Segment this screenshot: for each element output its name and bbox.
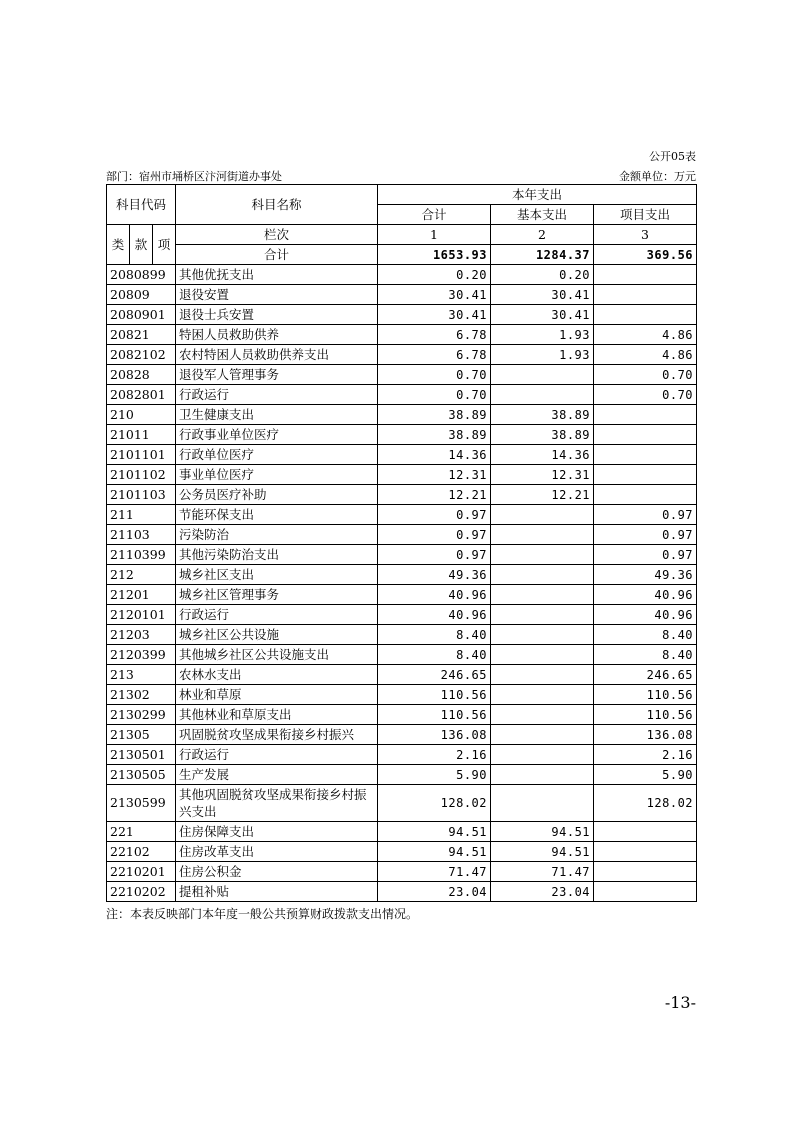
row-name: 林业和草原 xyxy=(176,685,378,705)
table-row xyxy=(107,605,697,625)
row-total: 0.70 xyxy=(378,365,491,385)
row-project: 0.70 xyxy=(594,365,697,385)
table-row xyxy=(107,745,697,765)
name-header: 科目名称 xyxy=(176,185,378,225)
table-row xyxy=(107,525,697,545)
row-basic xyxy=(491,785,594,822)
row-basic: 94.51 xyxy=(491,842,594,862)
lei-header: 类 xyxy=(107,225,130,265)
table-row xyxy=(107,485,697,505)
row-name: 特困人员救助供养 xyxy=(176,325,378,345)
row-project xyxy=(594,305,697,325)
table-row xyxy=(107,365,697,385)
row-name: 公务员医疗补助 xyxy=(176,485,378,505)
row-project: 0.97 xyxy=(594,505,697,525)
row-project: 136.08 xyxy=(594,725,697,745)
table-row xyxy=(107,685,697,705)
row-project xyxy=(594,265,697,285)
row-basic xyxy=(491,745,594,765)
footnote: 注：本表反映部门本年度一般公共预算财政拨款支出情况。 xyxy=(106,907,419,921)
table-row xyxy=(107,325,697,345)
row-code: 2120399 xyxy=(107,645,176,665)
row-total: 0.97 xyxy=(378,525,491,545)
table-row xyxy=(107,385,697,405)
table-row xyxy=(107,882,697,902)
row-name: 其他林业和草原支出 xyxy=(176,705,378,725)
table-row xyxy=(107,405,697,425)
row-code: 21103 xyxy=(107,525,176,545)
row-project: 40.96 xyxy=(594,585,697,605)
row-code: 22102 xyxy=(107,842,176,862)
table-row xyxy=(107,842,697,862)
row-total: 6.78 xyxy=(378,345,491,365)
row-basic: 30.41 xyxy=(491,305,594,325)
row-project: 110.56 xyxy=(594,705,697,725)
row-total: 94.51 xyxy=(378,842,491,862)
row-basic xyxy=(491,545,594,565)
row-total: 14.36 xyxy=(378,445,491,465)
row-total: 38.89 xyxy=(378,425,491,445)
row-total: 40.96 xyxy=(378,605,491,625)
row-name: 污染防治 xyxy=(176,525,378,545)
row-name: 住房保障支出 xyxy=(176,822,378,842)
row-code: 2080899 xyxy=(107,265,176,285)
row-code: 20809 xyxy=(107,285,176,305)
total-basic: 1284.37 xyxy=(491,245,594,265)
row-basic xyxy=(491,625,594,645)
row-code: 21302 xyxy=(107,685,176,705)
row-basic: 38.89 xyxy=(491,405,594,425)
col-no-1: 1 xyxy=(378,225,491,245)
total-row xyxy=(107,245,697,265)
row-total: 71.47 xyxy=(378,862,491,882)
row-code: 2130599 xyxy=(107,785,176,822)
row-project xyxy=(594,285,697,305)
xiang-header: 项 xyxy=(153,225,176,265)
row-name: 其他巩固脱贫攻坚成果衔接乡村振兴支出 xyxy=(176,785,378,822)
row-name: 城乡社区支出 xyxy=(176,565,378,585)
table-row xyxy=(107,785,697,822)
col-no-3: 3 xyxy=(594,225,697,245)
table-row xyxy=(107,705,697,725)
row-basic: 38.89 xyxy=(491,425,594,445)
row-basic xyxy=(491,505,594,525)
table-row xyxy=(107,425,697,445)
row-code: 212 xyxy=(107,565,176,585)
row-code: 2080901 xyxy=(107,305,176,325)
row-name: 巩固脱贫攻坚成果衔接乡村振兴 xyxy=(176,725,378,745)
row-total: 0.70 xyxy=(378,385,491,405)
row-name: 提租补贴 xyxy=(176,882,378,902)
expense-table xyxy=(106,184,697,902)
row-project xyxy=(594,425,697,445)
row-code: 2130505 xyxy=(107,765,176,785)
row-name: 行政运行 xyxy=(176,605,378,625)
row-project: 2.16 xyxy=(594,745,697,765)
page-number: -13- xyxy=(664,993,696,1012)
row-basic: 1.93 xyxy=(491,345,594,365)
row-total: 0.97 xyxy=(378,545,491,565)
row-code: 221 xyxy=(107,822,176,842)
row-project xyxy=(594,465,697,485)
row-basic xyxy=(491,365,594,385)
col-basic-header: 基本支出 xyxy=(491,205,594,225)
row-project xyxy=(594,882,697,902)
row-total: 12.21 xyxy=(378,485,491,505)
table-row xyxy=(107,465,697,485)
row-code: 2082801 xyxy=(107,385,176,405)
row-name: 退役安置 xyxy=(176,285,378,305)
row-project: 8.40 xyxy=(594,645,697,665)
row-total: 40.96 xyxy=(378,585,491,605)
amount-unit-label: 金额单位：万元 xyxy=(619,170,696,183)
row-name: 其他污染防治支出 xyxy=(176,545,378,565)
row-total: 38.89 xyxy=(378,405,491,425)
row-name: 生产发展 xyxy=(176,765,378,785)
row-code: 21305 xyxy=(107,725,176,745)
table-row xyxy=(107,585,697,605)
table-row xyxy=(107,665,697,685)
row-basic xyxy=(491,765,594,785)
total-amount: 1653.93 xyxy=(378,245,491,265)
row-name: 住房改革支出 xyxy=(176,842,378,862)
row-code: 2120101 xyxy=(107,605,176,625)
row-code: 20828 xyxy=(107,365,176,385)
row-total: 0.97 xyxy=(378,505,491,525)
table-row xyxy=(107,645,697,665)
row-basic: 12.21 xyxy=(491,485,594,505)
row-basic: 12.31 xyxy=(491,465,594,485)
code-header: 科目代码 xyxy=(107,185,176,225)
row-total: 2.16 xyxy=(378,745,491,765)
row-project: 8.40 xyxy=(594,625,697,645)
row-total: 0.20 xyxy=(378,265,491,285)
row-code: 2130299 xyxy=(107,705,176,725)
row-code: 21011 xyxy=(107,425,176,445)
row-name: 卫生健康支出 xyxy=(176,405,378,425)
row-total: 23.04 xyxy=(378,882,491,902)
row-basic: 1.93 xyxy=(491,325,594,345)
row-project: 5.90 xyxy=(594,765,697,785)
row-total: 5.90 xyxy=(378,765,491,785)
row-total: 12.31 xyxy=(378,465,491,485)
row-total: 110.56 xyxy=(378,685,491,705)
row-basic xyxy=(491,685,594,705)
row-basic: 23.04 xyxy=(491,882,594,902)
row-name: 行政运行 xyxy=(176,385,378,405)
row-basic: 71.47 xyxy=(491,862,594,882)
table-row xyxy=(107,725,697,745)
row-code: 20821 xyxy=(107,325,176,345)
row-basic xyxy=(491,525,594,545)
row-name: 行政运行 xyxy=(176,745,378,765)
table-row xyxy=(107,625,697,645)
row-project: 0.97 xyxy=(594,525,697,545)
row-project: 4.86 xyxy=(594,325,697,345)
row-code: 21201 xyxy=(107,585,176,605)
table-row xyxy=(107,505,697,525)
row-code: 211 xyxy=(107,505,176,525)
row-name: 行政单位医疗 xyxy=(176,445,378,465)
row-code: 2130501 xyxy=(107,745,176,765)
row-total: 30.41 xyxy=(378,305,491,325)
row-total: 136.08 xyxy=(378,725,491,745)
expense-table-body xyxy=(107,185,697,902)
column-label: 栏次 xyxy=(176,225,378,245)
row-code: 2210201 xyxy=(107,862,176,882)
row-total: 30.41 xyxy=(378,285,491,305)
col-total-header: 合计 xyxy=(378,205,491,225)
table-row xyxy=(107,822,697,842)
row-basic xyxy=(491,385,594,405)
row-code: 2210202 xyxy=(107,882,176,902)
row-code: 2101103 xyxy=(107,485,176,505)
row-basic xyxy=(491,725,594,745)
department-label: 部门：宿州市埇桥区汴河街道办事处 xyxy=(106,170,282,183)
row-total: 246.65 xyxy=(378,665,491,685)
row-name: 城乡社区公共设施 xyxy=(176,625,378,645)
row-code: 2082102 xyxy=(107,345,176,365)
table-row xyxy=(107,545,697,565)
row-name: 退役士兵安置 xyxy=(176,305,378,325)
row-project xyxy=(594,842,697,862)
row-basic: 0.20 xyxy=(491,265,594,285)
row-name: 农林水支出 xyxy=(176,665,378,685)
row-name: 事业单位医疗 xyxy=(176,465,378,485)
table-row xyxy=(107,285,697,305)
table-row xyxy=(107,265,697,285)
row-project: 128.02 xyxy=(594,785,697,822)
row-code: 2101101 xyxy=(107,445,176,465)
row-code: 2110399 xyxy=(107,545,176,565)
row-project: 49.36 xyxy=(594,565,697,585)
column-number-row xyxy=(107,225,697,245)
row-project: 246.65 xyxy=(594,665,697,685)
row-code: 213 xyxy=(107,665,176,685)
year-expense-header: 本年支出 xyxy=(378,185,697,205)
table-row xyxy=(107,305,697,325)
row-basic xyxy=(491,645,594,665)
row-total: 110.56 xyxy=(378,705,491,725)
row-total: 128.02 xyxy=(378,785,491,822)
row-project xyxy=(594,485,697,505)
row-name: 其他城乡社区公共设施支出 xyxy=(176,645,378,665)
row-total: 8.40 xyxy=(378,625,491,645)
row-name: 节能环保支出 xyxy=(176,505,378,525)
row-basic xyxy=(491,565,594,585)
row-code: 210 xyxy=(107,405,176,425)
row-code: 21203 xyxy=(107,625,176,645)
row-total: 94.51 xyxy=(378,822,491,842)
row-name: 住房公积金 xyxy=(176,862,378,882)
row-name: 农村特困人员救助供养支出 xyxy=(176,345,378,365)
table-row xyxy=(107,862,697,882)
header-row-1 xyxy=(107,185,697,205)
row-total: 49.36 xyxy=(378,565,491,585)
row-project: 0.70 xyxy=(594,385,697,405)
row-project xyxy=(594,445,697,465)
kuan-header: 款 xyxy=(130,225,153,265)
row-basic: 14.36 xyxy=(491,445,594,465)
row-code: 2101102 xyxy=(107,465,176,485)
row-project xyxy=(594,405,697,425)
total-label: 合计 xyxy=(176,245,378,265)
row-basic xyxy=(491,585,594,605)
row-name: 其他优抚支出 xyxy=(176,265,378,285)
row-basic: 30.41 xyxy=(491,285,594,305)
row-basic xyxy=(491,605,594,625)
table-row xyxy=(107,445,697,465)
table-row xyxy=(107,565,697,585)
col-no-2: 2 xyxy=(491,225,594,245)
row-project: 110.56 xyxy=(594,685,697,705)
row-basic: 94.51 xyxy=(491,822,594,842)
form-code: 公开05表 xyxy=(649,150,696,163)
row-name: 退役军人管理事务 xyxy=(176,365,378,385)
col-project-header: 项目支出 xyxy=(594,205,697,225)
row-project xyxy=(594,862,697,882)
row-total: 8.40 xyxy=(378,645,491,665)
total-project: 369.56 xyxy=(594,245,697,265)
row-basic xyxy=(491,705,594,725)
table-row xyxy=(107,345,697,365)
row-basic xyxy=(491,665,594,685)
row-project xyxy=(594,822,697,842)
row-project: 4.86 xyxy=(594,345,697,365)
row-name: 城乡社区管理事务 xyxy=(176,585,378,605)
row-project: 40.96 xyxy=(594,605,697,625)
row-project: 0.97 xyxy=(594,545,697,565)
row-name: 行政事业单位医疗 xyxy=(176,425,378,445)
table-row xyxy=(107,765,697,785)
row-total: 6.78 xyxy=(378,325,491,345)
